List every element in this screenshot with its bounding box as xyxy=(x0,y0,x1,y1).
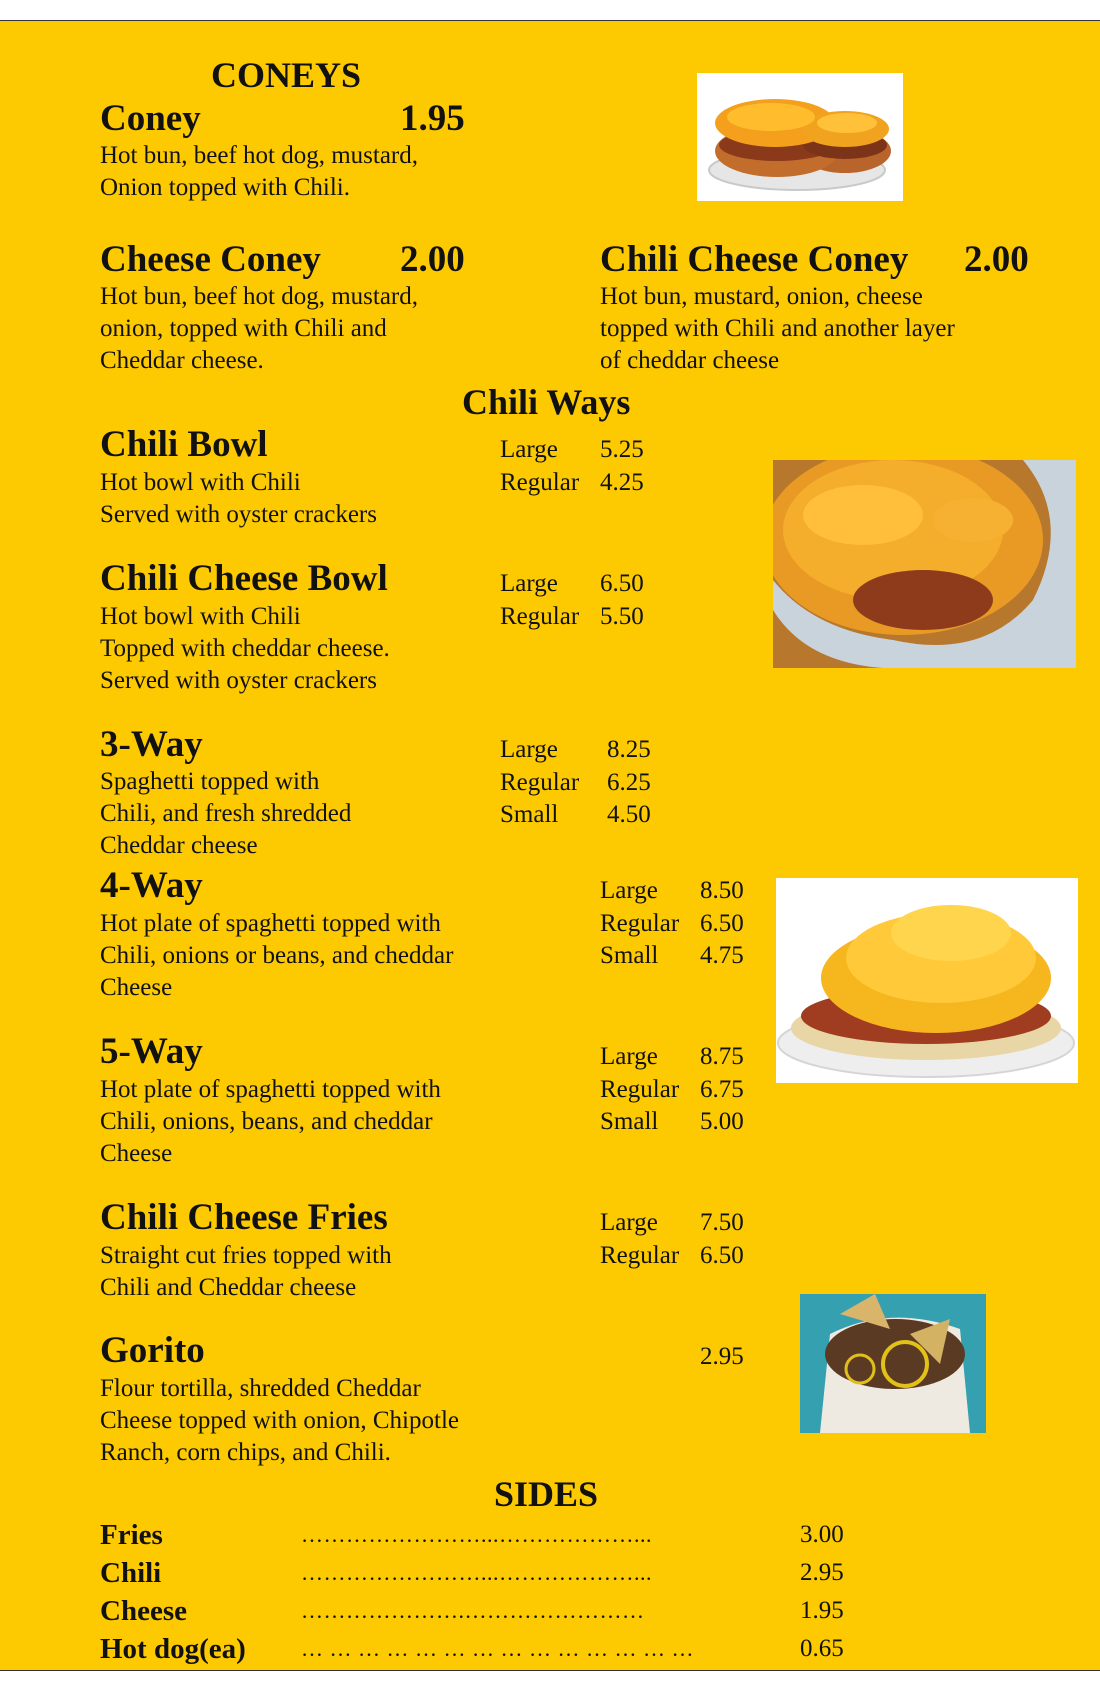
chili-bowl-desc-line: Served with oyster crackers xyxy=(100,501,377,528)
cheese-coney-desc-line: onion, topped with Chili and xyxy=(100,315,387,342)
size-price: 4.50 xyxy=(607,801,651,828)
gorito-name: Gorito xyxy=(100,1330,205,1371)
side-name: Cheese xyxy=(100,1595,187,1627)
chili-cheese-fries-sizes xyxy=(600,1207,744,1272)
five-way-desc-line: Hot plate of spaghetti topped with xyxy=(100,1076,441,1103)
chili-cheese-bowl-desc xyxy=(100,601,390,697)
chili-cheese-bowl-desc-line: Served with oyster crackers xyxy=(100,667,377,694)
size-label: Regular xyxy=(500,768,580,796)
gorito-desc-line: Ranch, corn chips, and Chili. xyxy=(100,1439,391,1466)
gorito-desc xyxy=(100,1373,459,1469)
gorito-price: 2.95 xyxy=(700,1343,744,1370)
size-label: Regular xyxy=(600,1241,680,1269)
size-price: 5.50 xyxy=(600,602,644,630)
menu-page xyxy=(0,20,1100,1671)
side-row xyxy=(100,1630,860,1668)
size-label: Regular xyxy=(600,1075,680,1103)
side-price: 3.00 xyxy=(800,1521,844,1548)
cheese-coney-name: Cheese Coney xyxy=(100,239,321,280)
coney-desc-line: Onion topped with Chili. xyxy=(100,174,350,201)
four-way-desc xyxy=(100,908,453,1004)
side-leader-dots: ……………………...………………... xyxy=(301,1560,652,1585)
size-price: 6.50 xyxy=(700,909,744,937)
coney-desc-line: Hot bun, beef hot dog, mustard, xyxy=(100,142,419,169)
chili-cheese-coney-desc-line: Hot bun, mustard, onion, cheese xyxy=(600,283,923,310)
cheese-coney-desc-line: Hot bun, beef hot dog, mustard, xyxy=(100,283,419,310)
size-label: Regular xyxy=(600,909,680,937)
size-price: 8.50 xyxy=(700,877,744,904)
chili-bowl-desc xyxy=(100,467,377,531)
gorito-desc-line: Cheese topped with onion, Chipotle xyxy=(100,1407,459,1434)
three-way-desc xyxy=(100,766,351,862)
side-row xyxy=(100,1554,860,1592)
size-label: Small xyxy=(500,801,559,828)
chili-cheese-fries-desc-line: Chili and Cheddar cheese xyxy=(100,1274,357,1301)
three-way-name: 3-Way xyxy=(100,724,203,765)
side-price: 1.95 xyxy=(800,1597,844,1624)
side-name: Hot dog(ea) xyxy=(100,1633,246,1665)
size-label: Large xyxy=(600,877,658,904)
four-way-desc-line: Hot plate of spaghetti topped with xyxy=(100,910,441,937)
sides-list xyxy=(100,1516,860,1668)
four-way-desc-line: Cheese xyxy=(100,974,173,1001)
size-label: Small xyxy=(600,1108,659,1135)
chili-bowl-name: Chili Bowl xyxy=(100,424,268,465)
chili-cheese-fries-name: Chili Cheese Fries xyxy=(100,1197,388,1238)
chili-bowl-photo xyxy=(773,460,1076,668)
coney-desc xyxy=(100,140,418,204)
gorito-desc-line: Flour tortilla, shredded Cheddar xyxy=(100,1375,421,1402)
chili-cheese-bowl-desc-line: Hot bowl with Chili xyxy=(100,603,301,630)
side-leader-dots: ……………………...………………... xyxy=(301,1522,652,1547)
size-label: Regular xyxy=(500,602,580,630)
three-way-desc-line: Chili, and fresh shredded xyxy=(100,800,352,827)
size-label: Large xyxy=(500,570,558,597)
chili-bowl-desc-line: Hot bowl with Chili xyxy=(100,469,301,496)
chili-cheese-coney-desc-line: of cheddar cheese xyxy=(600,347,780,374)
size-price: 6.25 xyxy=(607,768,651,796)
size-label: Regular xyxy=(500,468,580,496)
size-price: 7.50 xyxy=(700,1209,744,1236)
size-price: 5.25 xyxy=(600,436,644,463)
chili-cheese-bowl-desc-line: Topped with cheddar cheese. xyxy=(100,635,390,662)
size-price: 6.50 xyxy=(700,1241,744,1269)
side-leader-dots: … … … … … … … … … … … … … … xyxy=(301,1636,694,1661)
five-way-desc xyxy=(100,1074,441,1170)
side-row xyxy=(100,1516,860,1554)
spaghetti-way-photo xyxy=(776,878,1078,1083)
chili-ways-heading: Chili Ways xyxy=(462,382,631,422)
chili-cheese-coney-desc xyxy=(600,281,955,377)
side-price: 0.65 xyxy=(800,1635,844,1662)
side-row xyxy=(100,1592,860,1630)
size-price: 4.25 xyxy=(600,468,644,496)
cheese-coney-price: 2.00 xyxy=(400,239,465,280)
five-way-name: 5-Way xyxy=(100,1031,203,1072)
side-name: Chili xyxy=(100,1557,162,1589)
size-price: 6.50 xyxy=(600,570,644,597)
five-way-desc-line: Cheese xyxy=(100,1140,173,1167)
size-price: 8.75 xyxy=(700,1043,744,1070)
size-label: Small xyxy=(600,942,659,969)
chili-cheese-coney-name: Chili Cheese Coney xyxy=(600,239,909,280)
chili-cheese-fries-desc xyxy=(100,1240,392,1304)
side-leader-dots: ………………….…………………… xyxy=(301,1598,645,1623)
three-way-sizes xyxy=(500,734,651,832)
cheese-coney-desc xyxy=(100,281,418,377)
size-price: 5.00 xyxy=(700,1108,744,1135)
coney-price: 1.95 xyxy=(400,98,465,139)
four-way-name: 4-Way xyxy=(100,865,203,906)
chili-cheese-bowl-sizes xyxy=(500,568,644,633)
size-label: Large xyxy=(600,1043,658,1070)
size-label: Large xyxy=(500,736,558,763)
gorito-photo xyxy=(800,1294,986,1433)
five-way-sizes xyxy=(600,1041,744,1139)
size-price: 6.75 xyxy=(700,1075,744,1103)
cheese-coney-photo xyxy=(697,73,903,201)
size-label: Large xyxy=(500,436,558,463)
chili-cheese-fries-desc-line: Straight cut fries topped with xyxy=(100,1242,392,1269)
side-name: Fries xyxy=(100,1519,163,1551)
chili-cheese-coney-desc-line: topped with Chili and another layer xyxy=(600,315,955,342)
size-price: 8.25 xyxy=(607,736,651,763)
sides-heading: SIDES xyxy=(494,1474,599,1514)
four-way-sizes xyxy=(600,875,744,973)
size-price: 4.75 xyxy=(700,942,744,969)
four-way-desc-line: Chili, onions or beans, and cheddar xyxy=(100,942,454,969)
cheese-coney-desc-line: Cheddar cheese. xyxy=(100,347,264,374)
chili-cheese-bowl-name: Chili Cheese Bowl xyxy=(100,558,388,599)
chili-bowl-sizes xyxy=(500,434,644,499)
coneys-heading: CONEYS xyxy=(211,55,362,95)
side-price: 2.95 xyxy=(800,1559,844,1586)
three-way-desc-line: Cheddar cheese xyxy=(100,832,258,859)
three-way-desc-line: Spaghetti topped with xyxy=(100,768,320,795)
size-label: Large xyxy=(600,1209,658,1236)
five-way-desc-line: Chili, onions, beans, and cheddar xyxy=(100,1108,433,1135)
chili-cheese-coney-price: 2.00 xyxy=(964,239,1029,280)
coney-name: Coney xyxy=(100,98,201,139)
